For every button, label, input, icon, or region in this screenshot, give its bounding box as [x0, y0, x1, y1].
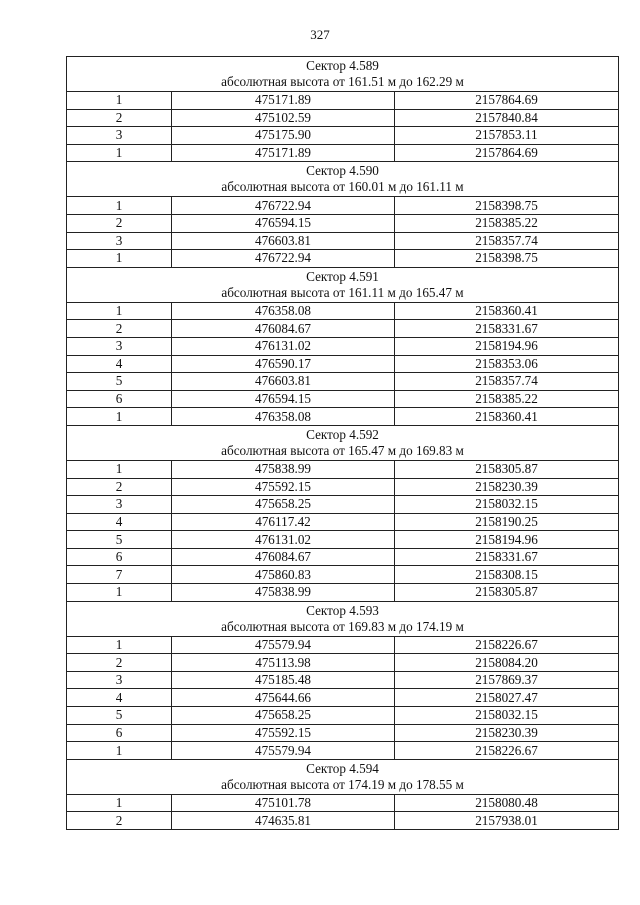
- table-row: [67, 250, 619, 268]
- y-coordinate-cell: 2158360.41: [395, 408, 619, 426]
- y-coordinate-cell: 2157864.69: [395, 144, 619, 162]
- y-coordinate-cell: 2158305.87: [395, 584, 619, 602]
- x-coordinate-cell: 476131.02: [172, 531, 395, 549]
- sector-title: Сектор 4.593: [306, 602, 379, 618]
- point-number-cell: 1: [67, 584, 172, 602]
- coordinates-table: [66, 56, 619, 830]
- y-coordinate-cell: 2158385.22: [395, 390, 619, 408]
- y-coordinate-cell: 2158331.67: [395, 548, 619, 566]
- x-coordinate-cell: 475171.89: [172, 92, 395, 110]
- point-number-cell: 1: [67, 460, 172, 478]
- table-row: [67, 689, 619, 707]
- point-number-cell: 2: [67, 109, 172, 127]
- x-coordinate-cell: 475171.89: [172, 144, 395, 162]
- y-coordinate-cell: 2157938.01: [395, 812, 619, 830]
- x-coordinate-cell: 475101.78: [172, 794, 395, 812]
- point-number-cell: 1: [67, 794, 172, 812]
- y-coordinate-cell: 2158230.39: [395, 724, 619, 742]
- x-coordinate-cell: 475175.90: [172, 127, 395, 145]
- sector-header-row: [67, 57, 619, 92]
- table-row: [67, 478, 619, 496]
- y-coordinate-cell: 2158226.67: [395, 636, 619, 654]
- table-row: [67, 812, 619, 830]
- x-coordinate-cell: 475579.94: [172, 636, 395, 654]
- x-coordinate-cell: 475102.59: [172, 109, 395, 127]
- table-row: [67, 548, 619, 566]
- point-number-cell: 2: [67, 320, 172, 338]
- x-coordinate-cell: 476603.81: [172, 373, 395, 391]
- point-number-cell: 6: [67, 390, 172, 408]
- sector-title: Сектор 4.589: [306, 58, 379, 73]
- sector-title: Сектор 4.594: [306, 760, 379, 776]
- table-row: [67, 707, 619, 725]
- table-row: [67, 302, 619, 320]
- table-row: [67, 531, 619, 549]
- table-row: [67, 355, 619, 373]
- point-number-cell: 6: [67, 724, 172, 742]
- y-coordinate-cell: 2158357.74: [395, 373, 619, 391]
- y-coordinate-cell: 2158027.47: [395, 689, 619, 707]
- x-coordinate-cell: 474635.81: [172, 812, 395, 830]
- sector-header-cell: [67, 267, 619, 302]
- point-number-cell: 2: [67, 214, 172, 232]
- sector-header-row: [67, 425, 619, 460]
- point-number-cell: 3: [67, 232, 172, 250]
- table-row: [67, 584, 619, 602]
- x-coordinate-cell: 476603.81: [172, 232, 395, 250]
- table-row: [67, 460, 619, 478]
- point-number-cell: 1: [67, 302, 172, 320]
- x-coordinate-cell: 475658.25: [172, 707, 395, 725]
- x-coordinate-cell: 475838.99: [172, 460, 395, 478]
- table-row: [67, 496, 619, 514]
- point-number-cell: 5: [67, 373, 172, 391]
- x-coordinate-cell: 476594.15: [172, 214, 395, 232]
- y-coordinate-cell: 2158032.15: [395, 707, 619, 725]
- table-row: [67, 390, 619, 408]
- table-row: [67, 724, 619, 742]
- point-number-cell: 3: [67, 127, 172, 145]
- x-coordinate-cell: 475185.48: [172, 671, 395, 689]
- point-number-cell: 1: [67, 197, 172, 215]
- x-coordinate-cell: 476594.15: [172, 390, 395, 408]
- x-coordinate-cell: 476084.67: [172, 320, 395, 338]
- sector-header-cell: [67, 601, 619, 636]
- sector-altitude: абсолютная высота от 169.83 м до 174.19 м: [221, 618, 464, 634]
- sector-header-row: [67, 759, 619, 794]
- table-row: [67, 794, 619, 812]
- sector-altitude: абсолютная высота от 161.11 м до 165.47 м: [221, 284, 464, 300]
- y-coordinate-cell: 2158194.96: [395, 531, 619, 549]
- table-row: [67, 144, 619, 162]
- x-coordinate-cell: 476722.94: [172, 250, 395, 268]
- point-number-cell: 2: [67, 478, 172, 496]
- point-number-cell: 1: [67, 636, 172, 654]
- sector-header-cell: [67, 57, 619, 92]
- y-coordinate-cell: 2158357.74: [395, 232, 619, 250]
- y-coordinate-cell: 2158385.22: [395, 214, 619, 232]
- sector-header-row: [67, 601, 619, 636]
- y-coordinate-cell: 2157864.69: [395, 92, 619, 110]
- y-coordinate-cell: 2158360.41: [395, 302, 619, 320]
- point-number-cell: 1: [67, 408, 172, 426]
- point-number-cell: 3: [67, 671, 172, 689]
- table-row: [67, 742, 619, 760]
- x-coordinate-cell: 476358.08: [172, 408, 395, 426]
- sector-header-cell: [67, 162, 619, 197]
- y-coordinate-cell: 2158080.48: [395, 794, 619, 812]
- y-coordinate-cell: 2158308.15: [395, 566, 619, 584]
- x-coordinate-cell: 475658.25: [172, 496, 395, 514]
- x-coordinate-cell: 475644.66: [172, 689, 395, 707]
- point-number-cell: 5: [67, 707, 172, 725]
- table-row: [67, 127, 619, 145]
- sector-altitude: абсолютная высота от 161.51 м до 162.29 м: [221, 74, 464, 89]
- y-coordinate-cell: 2158230.39: [395, 478, 619, 496]
- sector-altitude: абсолютная высота от 174.19 м до 178.55 м: [221, 776, 464, 792]
- x-coordinate-cell: 475838.99: [172, 584, 395, 602]
- y-coordinate-cell: 2158331.67: [395, 320, 619, 338]
- x-coordinate-cell: 476117.42: [172, 513, 395, 531]
- x-coordinate-cell: 476358.08: [172, 302, 395, 320]
- y-coordinate-cell: 2158194.96: [395, 337, 619, 355]
- sector-header-row: [67, 267, 619, 302]
- x-coordinate-cell: 475113.98: [172, 654, 395, 672]
- y-coordinate-cell: 2158190.25: [395, 513, 619, 531]
- table-row: [67, 373, 619, 391]
- point-number-cell: 4: [67, 689, 172, 707]
- sector-title: Сектор 4.592: [306, 426, 379, 442]
- x-coordinate-cell: 476131.02: [172, 337, 395, 355]
- sector-header-cell: [67, 425, 619, 460]
- sector-header-row: [67, 162, 619, 197]
- x-coordinate-cell: 475579.94: [172, 742, 395, 760]
- x-coordinate-cell: 475592.15: [172, 478, 395, 496]
- point-number-cell: 6: [67, 548, 172, 566]
- y-coordinate-cell: 2158305.87: [395, 460, 619, 478]
- table-row: [67, 214, 619, 232]
- sector-title: Сектор 4.591: [306, 268, 379, 284]
- y-coordinate-cell: 2158398.75: [395, 197, 619, 215]
- point-number-cell: 1: [67, 92, 172, 110]
- point-number-cell: 5: [67, 531, 172, 549]
- x-coordinate-cell: 475860.83: [172, 566, 395, 584]
- table-row: [67, 408, 619, 426]
- x-coordinate-cell: 476084.67: [172, 548, 395, 566]
- sector-altitude: абсолютная высота от 160.01 м до 161.11 м: [221, 179, 464, 195]
- y-coordinate-cell: 2158226.67: [395, 742, 619, 760]
- table-row: [67, 320, 619, 338]
- point-number-cell: 4: [67, 513, 172, 531]
- y-coordinate-cell: 2157869.37: [395, 671, 619, 689]
- point-number-cell: 2: [67, 654, 172, 672]
- table-row: [67, 636, 619, 654]
- page-number: 327: [310, 27, 330, 42]
- table-row: [67, 232, 619, 250]
- x-coordinate-cell: 476590.17: [172, 355, 395, 373]
- sector-title: Сектор 4.590: [306, 163, 379, 179]
- coordinates-table-body: [67, 57, 619, 830]
- table-row: [67, 197, 619, 215]
- point-number-cell: 1: [67, 250, 172, 268]
- y-coordinate-cell: 2158353.06: [395, 355, 619, 373]
- y-coordinate-cell: 2157840.84: [395, 109, 619, 127]
- table-row: [67, 566, 619, 584]
- table-row: [67, 671, 619, 689]
- sector-altitude: абсолютная высота от 165.47 м до 169.83 м: [221, 442, 464, 458]
- sector-header-cell: [67, 759, 619, 794]
- point-number-cell: 7: [67, 566, 172, 584]
- point-number-cell: 2: [67, 812, 172, 830]
- x-coordinate-cell: 476722.94: [172, 197, 395, 215]
- y-coordinate-cell: 2158398.75: [395, 250, 619, 268]
- y-coordinate-cell: 2158032.15: [395, 496, 619, 514]
- point-number-cell: 3: [67, 337, 172, 355]
- point-number-cell: 3: [67, 496, 172, 514]
- x-coordinate-cell: 475592.15: [172, 724, 395, 742]
- table-row: [67, 109, 619, 127]
- point-number-cell: 4: [67, 355, 172, 373]
- y-coordinate-cell: 2157853.11: [395, 127, 619, 145]
- table-row: [67, 513, 619, 531]
- table-row: [67, 92, 619, 110]
- point-number-cell: 1: [67, 144, 172, 162]
- point-number-cell: 1: [67, 742, 172, 760]
- y-coordinate-cell: 2158084.20: [395, 654, 619, 672]
- table-row: [67, 654, 619, 672]
- table-row: [67, 337, 619, 355]
